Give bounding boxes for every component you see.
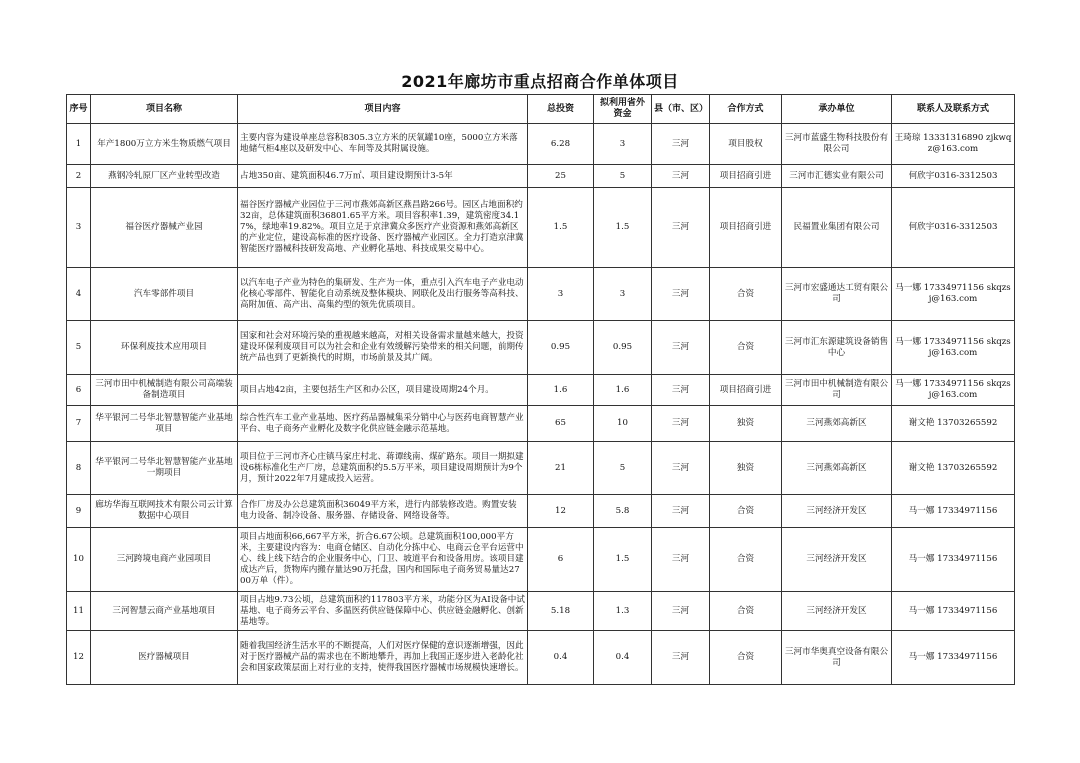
cell-total: 6.28 [528, 124, 594, 165]
cell-no: 9 [67, 495, 91, 528]
cell-name: 燕钢冷轧原厂区产业转型改造 [91, 165, 238, 188]
cell-foreign: 5 [594, 165, 652, 188]
cell-total: 5.18 [528, 592, 594, 631]
cell-mode: 合资 [710, 321, 782, 375]
cell-mode: 项目股权 [710, 124, 782, 165]
header-no: 序号 [67, 95, 91, 124]
cell-undertaker: 民福置业集团有限公司 [782, 188, 892, 268]
table-row [67, 631, 1015, 685]
cell-content: 综合性汽车工业产业基地、医疗药品器械集采分销中心与医药电商智慧产业平台、电子商务产业孵化及数字化供应链金融示范基地。 [238, 406, 528, 442]
cell-no: 6 [67, 375, 91, 406]
cell-foreign: 10 [594, 406, 652, 442]
cell-total: 1.5 [528, 188, 594, 268]
cell-undertaker: 三河市田中机械制造有限公司 [782, 375, 892, 406]
table-row [67, 268, 1015, 321]
cell-mode: 合资 [710, 631, 782, 685]
cell-name: 环保利废技术应用项目 [91, 321, 238, 375]
table-row [67, 442, 1015, 495]
cell-foreign: 0.95 [594, 321, 652, 375]
cell-content: 项目位于三河市齐心庄镇马家庄村北、蒋谭线南、煤矿路东。项目一期拟建设6栋标准化生产厂房，总建筑面积约5.5万平米，项目建设周期预计为9个月，预计2022年7月建成投入运营。 [238, 442, 528, 495]
header-undertaker: 承办单位 [782, 95, 892, 124]
cell-contact: 谢文艳 13703265592 [892, 406, 1015, 442]
cell-mode: 合资 [710, 592, 782, 631]
table-row [67, 495, 1015, 528]
cell-county: 三河 [652, 592, 710, 631]
cell-mode: 项目招商引进 [710, 165, 782, 188]
cell-total: 1.6 [528, 375, 594, 406]
cell-no: 4 [67, 268, 91, 321]
cell-county: 三河 [652, 406, 710, 442]
cell-contact: 马一娜 17334971156 skqzsj@163.com [892, 375, 1015, 406]
cell-contact: 谢文艳 13703265592 [892, 442, 1015, 495]
table-row [67, 375, 1015, 406]
cell-mode: 合资 [710, 268, 782, 321]
cell-county: 三河 [652, 495, 710, 528]
table-row [67, 124, 1015, 165]
cell-undertaker: 三河市华奥真空设备有限公司 [782, 631, 892, 685]
cell-total: 25 [528, 165, 594, 188]
cell-content: 项目占地42亩，主要包括生产区和办公区，项目建设周期24个月。 [238, 375, 528, 406]
cell-foreign: 1.3 [594, 592, 652, 631]
cell-total: 21 [528, 442, 594, 495]
cell-contact: 马一娜 17334971156 skqzsj@163.com [892, 268, 1015, 321]
cell-no: 3 [67, 188, 91, 268]
cell-name: 医疗器械项目 [91, 631, 238, 685]
header-mode: 合作方式 [710, 95, 782, 124]
cell-foreign: 5 [594, 442, 652, 495]
cell-county: 三河 [652, 631, 710, 685]
header-total: 总投资 [528, 95, 594, 124]
header-content: 项目内容 [238, 95, 528, 124]
table-row [67, 165, 1015, 188]
cell-foreign: 1.5 [594, 528, 652, 592]
header-foreign: 拟利用省外资金 [594, 95, 652, 124]
cell-name: 福谷医疗器械产业园 [91, 188, 238, 268]
cell-content: 主要内容为建设单座总容积8305.3立方米的厌氧罐10座，5000立方米落地储气柜4座以及研发中心、车间等及其附属设施。 [238, 124, 528, 165]
cell-no: 12 [67, 631, 91, 685]
cell-mode: 合资 [710, 528, 782, 592]
header-contact: 联系人及联系方式 [892, 95, 1015, 124]
projects-table [66, 94, 1015, 685]
cell-total: 12 [528, 495, 594, 528]
cell-content: 项目占地9.73公顷，总建筑面积约117803平方米，功能分区为AI设备中试基地、电子商务云平台、多温医药供应链保障中心、供应链金融孵化、创新基地等。 [238, 592, 528, 631]
page-title: 2021年廊坊市重点招商合作单体项目 [401, 72, 679, 91]
cell-contact: 马一娜 17334971156 [892, 528, 1015, 592]
table-row [67, 592, 1015, 631]
document-sheet [66, 70, 1014, 685]
cell-total: 6 [528, 528, 594, 592]
cell-contact: 何欣宇0316-3312503 [892, 165, 1015, 188]
cell-county: 三河 [652, 124, 710, 165]
cell-name: 三河智慧云商产业基地项目 [91, 592, 238, 631]
cell-no: 10 [67, 528, 91, 592]
cell-foreign: 0.4 [594, 631, 652, 685]
cell-no: 11 [67, 592, 91, 631]
cell-content: 项目占地面积66,667平方米，折合6.67公顷。总建筑面积100,000平方米，主要建设内容为：电商仓储区、自动化分拣中心、电商云仓平台运营中心、线上线下结合的企业服务中心，门卫、坡道平台和设备用房。该项目建成达产后，货物库内搬存量达90万托盘，国内和国际电子商务贸易量达2700万单（件）。 [238, 528, 528, 592]
cell-foreign: 1.5 [594, 188, 652, 268]
table-row [67, 528, 1015, 592]
cell-name: 年产1800万立方米生物质燃气项目 [91, 124, 238, 165]
cell-undertaker: 三河市汇德实业有限公司 [782, 165, 892, 188]
cell-content: 随着我国经济生活水平的不断提高，人们对医疗保健的意识逐渐增强，因此对于医疗器械产品的需求也在不断地攀升，再加上我国正逐步进入老龄化社会和国家政策层面上对行业的支持，使得我国医疗器械市场规模快速增长。 [238, 631, 528, 685]
cell-county: 三河 [652, 528, 710, 592]
cell-county: 三河 [652, 375, 710, 406]
cell-contact: 何欣宇0316-3312503 [892, 188, 1015, 268]
cell-name: 三河市田中机械制造有限公司高端装备制造项目 [91, 375, 238, 406]
cell-no: 7 [67, 406, 91, 442]
cell-contact: 马一娜 17334971156 skqzsj@163.com [892, 321, 1015, 375]
cell-county: 三河 [652, 442, 710, 495]
cell-mode: 独资 [710, 406, 782, 442]
cell-no: 1 [67, 124, 91, 165]
cell-county: 三河 [652, 268, 710, 321]
table-row [67, 188, 1015, 268]
cell-name: 廊坊华海互联网技术有限公司云计算数据中心项目 [91, 495, 238, 528]
cell-foreign: 5.8 [594, 495, 652, 528]
header-county: 县（市、区） [652, 95, 710, 124]
cell-undertaker: 三河市蓝盛生物科技股份有限公司 [782, 124, 892, 165]
cell-mode: 项目招商引进 [710, 375, 782, 406]
cell-content: 福谷医疗器械产业园位于三河市燕郊高新区燕昌路266号。园区占地面积约32亩，总体建筑面积36801.65平方米。项目容积率1.39，建筑密度34.17%，绿地率19.82%。项目立足于京津冀众多医疗产业资源和燕郊高新区的产业定位，建设高标准的医疗设备、医疗器械产业园区。全力打造京津冀智能医疗器械科技研发高地、产业孵化基地、科技成果交易中心。 [238, 188, 528, 268]
cell-content: 合作厂房及办公总建筑面积36049平方米，进行内部装修改造。购置安装电力设备、制冷设备、服务器、存储设备、网络设备等。 [238, 495, 528, 528]
cell-contact: 王琦琼 13331316890 zjkwqz@163.com [892, 124, 1015, 165]
cell-mode: 独资 [710, 442, 782, 495]
header-name: 项目名称 [91, 95, 238, 124]
cell-undertaker: 三河经济开发区 [782, 528, 892, 592]
cell-undertaker: 三河燕郊高新区 [782, 406, 892, 442]
cell-total: 0.95 [528, 321, 594, 375]
cell-county: 三河 [652, 321, 710, 375]
cell-mode: 项目招商引进 [710, 188, 782, 268]
cell-foreign: 3 [594, 124, 652, 165]
cell-foreign: 3 [594, 268, 652, 321]
cell-undertaker: 三河市汇东源建筑设备销售中心 [782, 321, 892, 375]
cell-name: 三河跨境电商产业园项目 [91, 528, 238, 592]
cell-total: 0.4 [528, 631, 594, 685]
table-row [67, 406, 1015, 442]
cell-total: 3 [528, 268, 594, 321]
cell-total: 65 [528, 406, 594, 442]
cell-county: 三河 [652, 188, 710, 268]
cell-undertaker: 三河市宏盛通达工贸有限公司 [782, 268, 892, 321]
cell-mode: 合资 [710, 495, 782, 528]
cell-name: 华平银河二号华北智慧智能产业基地项目 [91, 406, 238, 442]
cell-name: 华平银河二号华北智慧智能产业基地一期项目 [91, 442, 238, 495]
cell-content: 占地350亩、建筑面积46.7万㎡、项目建设期预计3-5年 [238, 165, 528, 188]
cell-undertaker: 三河经济开发区 [782, 592, 892, 631]
cell-no: 8 [67, 442, 91, 495]
cell-undertaker: 三河经济开发区 [782, 495, 892, 528]
cell-foreign: 1.6 [594, 375, 652, 406]
cell-undertaker: 三河燕郊高新区 [782, 442, 892, 495]
cell-no: 2 [67, 165, 91, 188]
cell-content: 以汽车电子产业为特色的集研发、生产为一体，重点引入汽车电子产业电动化核心零部件、智能化自动系统及整体模块、网联化及出行服务等高科技、高附加值、高产出、高集约型的领先优质项目。 [238, 268, 528, 321]
cell-contact: 马一娜 17334971156 [892, 592, 1015, 631]
cell-content: 国家和社会对环境污染的重视越来越高，对相关设备需求量越来越大，投资建设环保利废项目可以为社会和企业有效缓解污染带来的相关问题，前期传统产品也到了更新换代的时期，市场前景及其广阔。 [238, 321, 528, 375]
cell-name: 汽车零部件项目 [91, 268, 238, 321]
table-row [67, 321, 1015, 375]
cell-contact: 马一娜 17334971156 [892, 631, 1015, 685]
cell-contact: 马一娜 17334971156 [892, 495, 1015, 528]
table-header-row [67, 95, 1015, 124]
cell-county: 三河 [652, 165, 710, 188]
cell-no: 5 [67, 321, 91, 375]
